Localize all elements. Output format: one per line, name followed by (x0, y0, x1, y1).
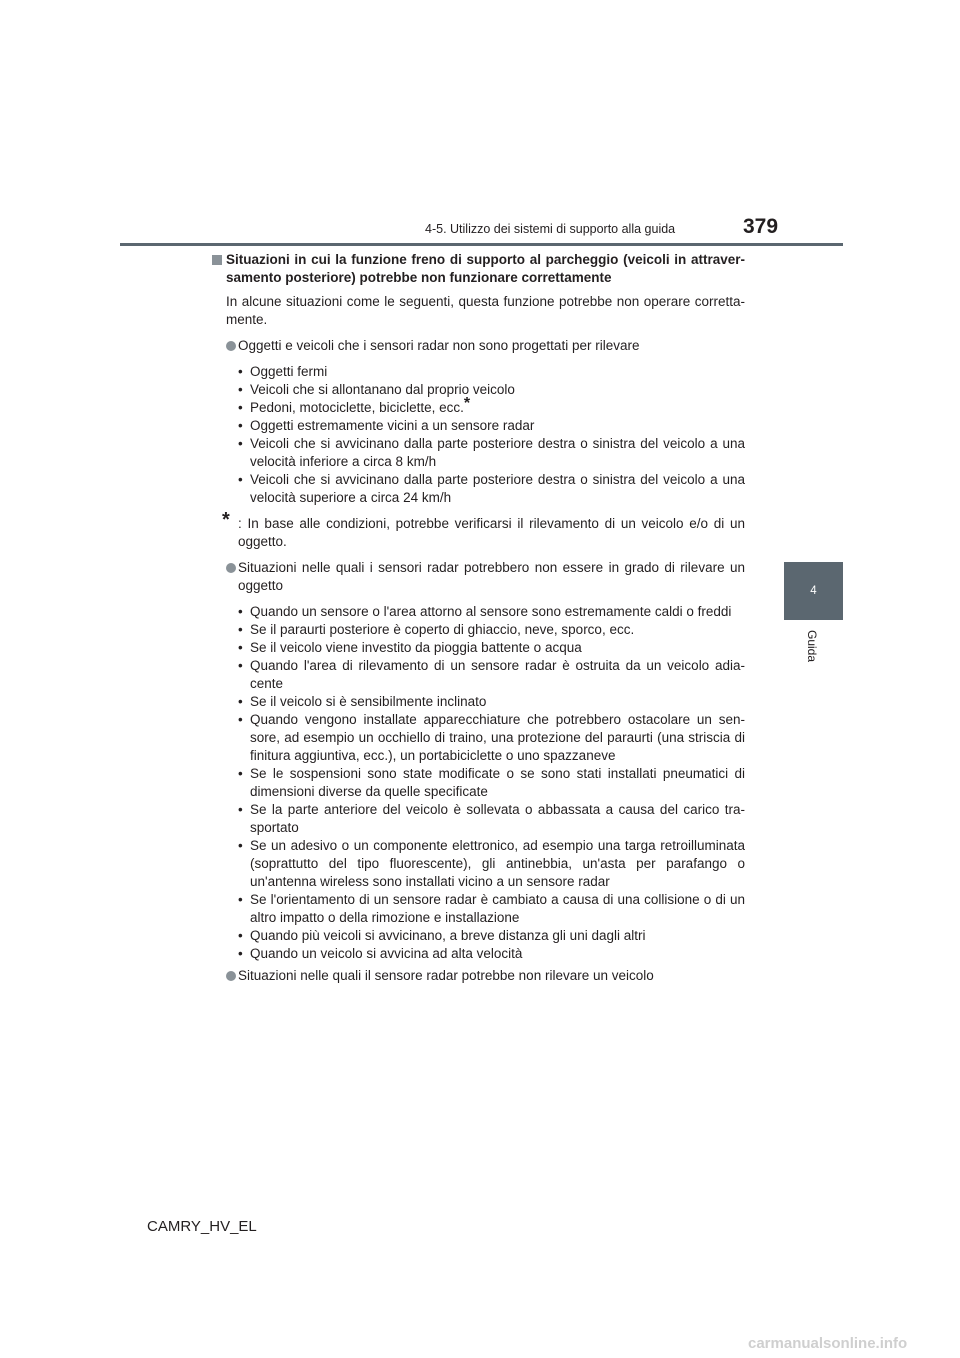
bullet-dot-icon: • (238, 946, 243, 961)
list-item (238, 471, 745, 507)
bullet-dot-icon: • (238, 382, 243, 397)
list-item (238, 801, 745, 837)
list-item-text: Quando l'area di rilevamento di un sensore radar è ostruita da un veicolo adia-cente (250, 658, 745, 691)
bullet-dot-icon: • (238, 892, 243, 907)
chapter-tab-number: 4 (810, 585, 817, 597)
list-item (238, 837, 745, 891)
group-title (212, 967, 745, 985)
asterisk-icon: * (463, 395, 471, 412)
list-item (238, 891, 745, 927)
asterisk-icon: * (222, 509, 230, 531)
bullet-list (212, 363, 745, 507)
bullet-dot-icon: • (238, 472, 243, 487)
square-bullet-icon (212, 255, 222, 265)
list-item (238, 381, 745, 399)
chapter-tab[interactable] (784, 562, 843, 620)
list-item-text: Se il paraurti posteriore è coperto di ghiaccio, neve, sporco, ecc. (250, 622, 635, 637)
header-rule (120, 243, 843, 246)
list-item (238, 927, 745, 945)
list-item-text: Quando vengono installate apparecchiature che potrebbero ostacolare un sen-sore, ad esempio un occhiello di traino, una protezione del paraurti (una striscia di finitura aggiuntiva, ecc.), un portabiciclette o uno spazzaneve (250, 712, 745, 763)
list-item (238, 711, 745, 765)
group-title-text: Situazioni nelle quali i sensori radar potrebbero non essere in grado di rilevare un oggetto (238, 560, 745, 593)
bullet-dot-icon: • (238, 622, 243, 637)
group-title (212, 337, 745, 355)
list-item-text: Se il veicolo si è sensibilmente inclinato (250, 694, 487, 709)
bullet-dot-icon: • (238, 418, 243, 433)
list-item-text: Quando più veicoli si avvicinano, a breve distanza gli uni dagli altri (250, 928, 646, 943)
circle-bullet-icon (226, 341, 236, 351)
list-item (238, 657, 745, 693)
bullet-dot-icon: • (238, 694, 243, 709)
footnote (212, 509, 745, 551)
list-item (238, 435, 745, 471)
list-item-text: Quando un sensore o l'area attorno al sensore sono estremamente caldi o freddi (250, 604, 732, 619)
bullet-dot-icon: • (238, 400, 243, 415)
list-item (238, 621, 745, 639)
footer-model-code: CAMRY_HV_EL (147, 1218, 257, 1235)
bullet-dot-icon: • (238, 436, 243, 451)
bullet-dot-icon: • (238, 766, 243, 781)
bullet-dot-icon: • (238, 712, 243, 727)
group-title-text: Oggetti e veicoli che i sensori radar non sono progettati per rilevare (238, 338, 640, 353)
list-item-text: Veicoli che si avvicinano dalla parte posteriore destra o sinistra del veicolo a una velocità superiore a circa 24 km/h (250, 472, 745, 505)
list-item (238, 945, 745, 963)
section-intro: In alcune situazioni come le seguenti, questa funzione potrebbe non operare corretta-mente. (226, 294, 745, 327)
section-heading-text: Situazioni in cui la funzione freno di supporto al parcheggio (veicoli in attraver-samento posteriore) potrebbe non funzionare correttamente (226, 252, 745, 285)
header-section-title: 4-5. Utilizzo dei sistemi di supporto alla guida (425, 222, 676, 236)
list-item-text: Se le sospensioni sono state modificate o se sono stati installati pneumatici di dimensioni diverse da quelle specificate (250, 766, 745, 799)
list-item-text: Quando un veicolo si avvicina ad alta velocità (250, 946, 523, 961)
group-title (212, 559, 745, 595)
footnote-text: : In base alle condizioni, potrebbe verificarsi il rilevamento di un veicolo e/o di un oggetto. (238, 516, 745, 549)
list-item (238, 363, 745, 381)
watermark-link[interactable]: carmanualsonline.info (748, 1335, 908, 1352)
bullet-dot-icon: • (238, 802, 243, 817)
circle-bullet-icon (226, 971, 236, 981)
page-number: 379 (743, 215, 779, 238)
list-item-text: Veicoli che si avvicinano dalla parte posteriore destra o sinistra del veicolo a una velocità inferiore a circa 8 km/h (250, 436, 745, 469)
list-item-text: Oggetti fermi (250, 364, 328, 379)
list-item-text: Se un adesivo o un componente elettronico, ad esempio una targa retroilluminata (soprattutto del tipo fluorescente), gli antinebbia, un'asta per parafango o un'antenna wireless sono installati vicino a un sensore radar (250, 838, 745, 889)
section-heading (212, 251, 745, 287)
list-item-text: Se l'orientamento di un sensore radar è cambiato a causa di una collisione o di un altro impatto o della rimozione e installazione (250, 892, 745, 925)
bullet-dot-icon: • (238, 640, 243, 655)
list-item (238, 765, 745, 801)
chapter-tab-label: Guida (805, 630, 819, 663)
page-content (212, 251, 745, 985)
list-item-text: Se il veicolo viene investito da pioggia battente o acqua (250, 640, 582, 655)
group-title-text: Situazioni nelle quali il sensore radar potrebbe non rilevare un veicolo (238, 968, 654, 983)
list-item (238, 395, 745, 417)
list-item-text: Pedoni, motociclette, biciclette, ecc. (250, 400, 464, 415)
bullet-dot-icon: • (238, 928, 243, 943)
bullet-dot-icon: • (238, 838, 243, 853)
list-item (238, 603, 745, 621)
list-item-text: Se la parte anteriore del veicolo è sollevata o abbassata a causa del carico tra-sportato (250, 802, 745, 835)
list-item (238, 639, 745, 657)
list-item (238, 693, 745, 711)
list-item-text: Oggetti estremamente vicini a un sensore radar (250, 418, 535, 433)
bullet-dot-icon: • (238, 658, 243, 673)
list-item (238, 417, 745, 435)
bullet-dot-icon: • (238, 364, 243, 379)
bullet-dot-icon: • (238, 604, 243, 619)
bullet-list (212, 603, 745, 963)
list-item-text: Veicoli che si allontanano dal proprio veicolo (250, 382, 515, 397)
circle-bullet-icon (226, 563, 236, 573)
